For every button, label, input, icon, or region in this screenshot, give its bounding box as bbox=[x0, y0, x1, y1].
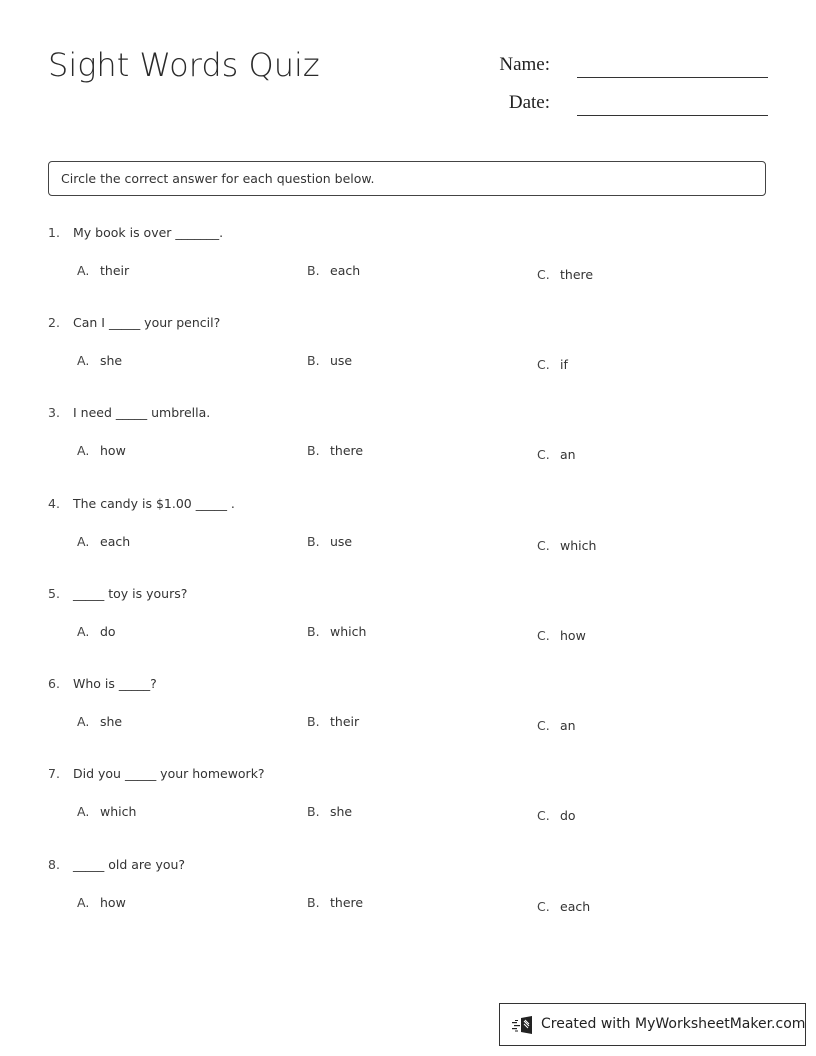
option-letter: B. bbox=[307, 804, 320, 819]
question-8 bbox=[0, 857, 816, 947]
option-letter: C. bbox=[537, 718, 550, 733]
question-5 bbox=[0, 586, 816, 676]
option-word[interactable]: do bbox=[560, 808, 576, 823]
option-letter: B. bbox=[307, 714, 320, 729]
question-1 bbox=[0, 225, 816, 315]
option-word[interactable]: their bbox=[100, 263, 130, 278]
question-number: 6. bbox=[48, 676, 60, 691]
worksheet-maker-logo-icon bbox=[512, 1015, 536, 1035]
option-word[interactable]: there bbox=[560, 267, 594, 282]
footer-credit[interactable] bbox=[499, 1003, 806, 1046]
option-letter: B. bbox=[307, 895, 320, 910]
option-letter: C. bbox=[537, 899, 550, 914]
question-number: 5. bbox=[48, 586, 60, 601]
option-letter: A. bbox=[77, 714, 90, 729]
question-number: 4. bbox=[48, 496, 60, 511]
instructions-text: Circle the correct answer for each question below. bbox=[61, 171, 375, 186]
instructions-box bbox=[48, 161, 766, 196]
option-word[interactable]: each bbox=[330, 263, 361, 278]
option-letter: B. bbox=[307, 624, 320, 639]
option-word[interactable]: there bbox=[330, 895, 364, 910]
option-word[interactable]: use bbox=[330, 534, 353, 549]
option-letter: C. bbox=[537, 357, 550, 372]
name-input-line[interactable] bbox=[577, 77, 768, 78]
question-number: 7. bbox=[48, 766, 60, 781]
option-word[interactable]: if bbox=[560, 357, 568, 372]
option-word[interactable]: which bbox=[330, 624, 367, 639]
option-word[interactable]: their bbox=[330, 714, 360, 729]
option-word[interactable]: each bbox=[100, 534, 131, 549]
option-letter: B. bbox=[307, 353, 320, 368]
name-label: Name: bbox=[499, 54, 550, 75]
option-word[interactable]: each bbox=[560, 899, 591, 914]
option-word[interactable]: she bbox=[100, 714, 123, 729]
option-letter: B. bbox=[307, 263, 320, 278]
question-4 bbox=[0, 496, 816, 586]
option-word[interactable]: which bbox=[560, 538, 597, 553]
question-7 bbox=[0, 766, 816, 856]
option-word[interactable]: how bbox=[100, 443, 126, 458]
date-label: Date: bbox=[508, 92, 550, 113]
option-letter: A. bbox=[77, 443, 90, 458]
option-letter: A. bbox=[77, 895, 90, 910]
question-text: _____ toy is yours? bbox=[73, 586, 188, 601]
option-word[interactable]: do bbox=[100, 624, 116, 639]
option-letter: C. bbox=[537, 267, 550, 282]
option-word[interactable]: she bbox=[100, 353, 123, 368]
question-text: The candy is $1.00 _____ . bbox=[73, 496, 235, 511]
question-text: My book is over _______. bbox=[73, 225, 224, 240]
question-text: Can I _____ your pencil? bbox=[73, 315, 221, 330]
option-letter: C. bbox=[537, 628, 550, 643]
option-letter: B. bbox=[307, 443, 320, 458]
question-text: Who is _____? bbox=[73, 676, 157, 691]
page-title: Sight Words Quiz bbox=[48, 46, 320, 84]
option-word[interactable]: how bbox=[560, 628, 586, 643]
name-field[interactable] bbox=[480, 48, 770, 78]
footer-text[interactable]: Created with MyWorksheetMaker.com bbox=[541, 1016, 806, 1032]
option-letter: A. bbox=[77, 263, 90, 278]
question-number: 3. bbox=[48, 405, 60, 420]
question-number: 1. bbox=[48, 225, 60, 240]
option-word[interactable]: an bbox=[560, 447, 576, 462]
question-number: 2. bbox=[48, 315, 60, 330]
option-letter: A. bbox=[77, 353, 90, 368]
option-word[interactable]: use bbox=[330, 353, 353, 368]
date-field[interactable] bbox=[480, 86, 770, 116]
option-word[interactable]: which bbox=[100, 804, 137, 819]
option-letter: C. bbox=[537, 808, 550, 823]
option-word[interactable]: an bbox=[560, 718, 576, 733]
question-2 bbox=[0, 315, 816, 405]
option-letter: A. bbox=[77, 534, 90, 549]
question-number: 8. bbox=[48, 857, 60, 872]
option-letter: C. bbox=[537, 447, 550, 462]
option-letter: C. bbox=[537, 538, 550, 553]
question-text: Did you _____ your homework? bbox=[73, 766, 265, 781]
option-letter: A. bbox=[77, 624, 90, 639]
question-text: _____ old are you? bbox=[73, 857, 186, 872]
question-text: I need _____ umbrella. bbox=[73, 405, 211, 420]
question-3 bbox=[0, 405, 816, 495]
option-word[interactable]: how bbox=[100, 895, 126, 910]
date-input-line[interactable] bbox=[577, 115, 768, 116]
option-word[interactable]: she bbox=[330, 804, 353, 819]
option-letter: A. bbox=[77, 804, 90, 819]
option-word[interactable]: there bbox=[330, 443, 364, 458]
option-letter: B. bbox=[307, 534, 320, 549]
question-6 bbox=[0, 676, 816, 766]
